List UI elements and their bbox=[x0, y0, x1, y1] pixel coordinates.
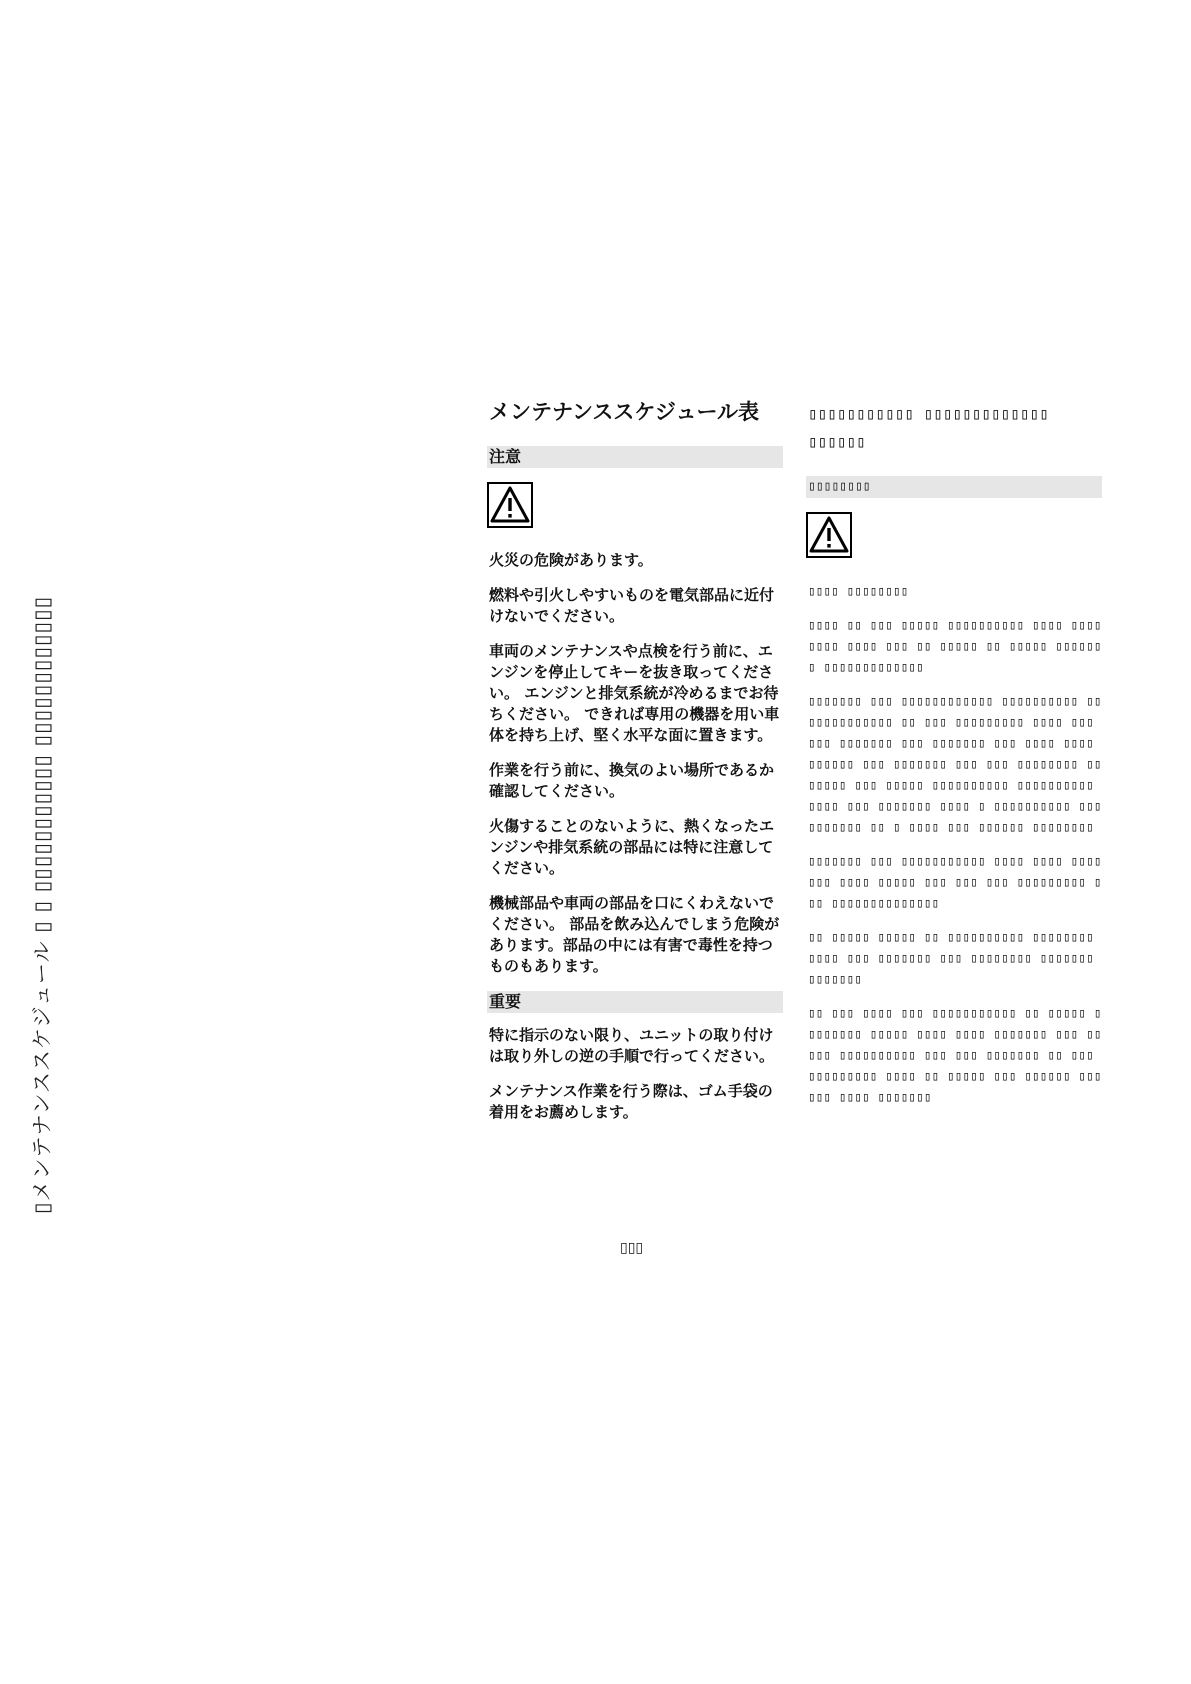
important-paragraph: メンテナンス作業を行う際は、ゴム手袋の着用をお薦めします。 bbox=[489, 1082, 773, 1121]
english-paragraph: ▯▯▯▯ ▯▯▯▯▯▯▯▯ bbox=[808, 583, 909, 598]
caution-paragraph: 火傷することのないように、熱くなったエンジンや排気系統の部品には特に注意してください。 bbox=[489, 817, 775, 877]
page-title: メンテナンススケジュール表 bbox=[489, 400, 760, 424]
english-paragraph: ▯▯▯▯▯▯▯ ▯▯▯ ▯▯▯▯▯▯▯▯▯▯▯ ▯▯▯▯ ▯▯▯▯ ▯▯▯▯ ▯▯▯ ▯▯▯▯ ▯▯▯▯▯ ▯▯▯ ▯▯▯ ▯▯▯ ▯▯▯▯▯▯▯▯▯ ▯▯▯ ▯▯▯▯▯▯▯▯▯▯▯▯▯▯ bbox=[808, 853, 1102, 910]
english-column bbox=[806, 398, 1102, 1120]
page-number: ▯▯▯ bbox=[620, 1240, 644, 1256]
caution-heading: 注意 bbox=[487, 446, 783, 468]
caution-paragraph: 火災の危険があります。 bbox=[489, 551, 653, 569]
english-paragraph: ▯▯▯▯▯▯▯ ▯▯▯ ▯▯▯▯▯▯▯▯▯▯▯▯ ▯▯▯▯▯▯▯▯▯▯ ▯▯ ▯▯▯▯▯▯▯▯▯▯▯ ▯▯ ▯▯▯ ▯▯▯▯▯▯▯▯▯ ▯▯▯▯ ▯▯▯ ▯▯▯ ▯▯▯▯▯▯▯ ▯▯▯ ▯▯▯▯▯▯▯ ▯▯▯ ▯▯▯▯ ▯▯▯▯ ▯▯▯▯▯▯ ▯▯▯ ▯▯▯▯▯▯▯ ▯▯▯ ▯▯▯ ▯▯▯▯▯▯▯▯ ▯▯▯▯▯▯▯ ▯▯▯ ▯▯▯▯▯ ▯▯▯▯▯▯▯▯▯▯ ▯▯▯▯▯▯▯▯▯▯ ▯▯▯▯ ▯▯▯ ▯▯▯▯▯▯▯ ▯▯▯▯ ▯ ▯▯▯▯▯▯▯▯▯▯ ▯▯▯▯▯▯▯▯▯▯ ▯▯ ▯ ▯▯▯▯ ▯▯▯ ▯▯▯▯▯▯ ▯▯▯▯▯▯▯▯ bbox=[808, 693, 1102, 834]
english-paragraph: ▯▯▯▯ ▯▯ ▯▯▯ ▯▯▯▯▯ ▯▯▯▯▯▯▯▯▯▯ ▯▯▯▯ ▯▯▯▯▯▯▯▯ ▯▯▯▯ ▯▯▯ ▯▯ ▯▯▯▯▯ ▯▯ ▯▯▯▯▯ ▯▯▯▯▯▯▯ ▯▯▯▯▯▯▯▯▯▯▯▯▯ bbox=[808, 617, 1102, 674]
caution-paragraph: 機械部品や車両の部品を口にくわえないでください。 部品を飲み込んでしまう危険があります。部品の中には有害で毒性を持つものもあります。 bbox=[489, 894, 780, 975]
vertical-section-header: ▯メンテナンススケジュール ▯ ▯ ▯▯▯▯▯▯▯▯▯▯▯ ▯▯▯▯▯▯▯▯▯▯▯▯ bbox=[30, 595, 54, 1214]
warning-triangle-icon bbox=[806, 512, 852, 558]
english-caution-heading: ▯▯▯▯▯▯▯▯ bbox=[806, 476, 1102, 498]
caution-paragraph: 作業を行う前に、換気のよい場所であるか確認してください。 bbox=[489, 761, 775, 800]
english-paragraph: ▯▯ ▯▯▯▯▯ ▯▯▯▯▯ ▯▯ ▯▯▯▯▯▯▯▯▯▯ ▯▯▯▯▯▯▯▯ ▯▯▯▯ ▯▯▯ ▯▯▯▯▯▯▯ ▯▯▯ ▯▯▯▯▯▯▯▯ ▯▯▯▯▯▯▯ ▯▯▯▯▯▯▯ bbox=[808, 929, 1094, 986]
english-page-title: ▯▯▯▯▯▯▯▯▯▯▯ ▯▯▯▯▯▯▯▯▯▯▯▯▯ ▯▯▯▯▯▯ bbox=[808, 404, 1049, 451]
caution-paragraph: 燃料や引火しやすいものを電気部品に近付けないでください。 bbox=[489, 586, 775, 625]
important-heading: 重要 bbox=[487, 991, 783, 1013]
japanese-column bbox=[487, 398, 783, 1137]
important-paragraph: 特に指示のない限り、ユニットの取り付けは取り外しの逆の手順で行ってください。 bbox=[489, 1026, 775, 1065]
english-paragraph: ▯▯ ▯▯▯ ▯▯▯▯ ▯▯▯ ▯▯▯▯▯▯▯▯▯▯▯ ▯▯ ▯▯▯▯▯ ▯▯▯▯▯▯▯▯ ▯▯▯▯▯ ▯▯▯▯ ▯▯▯▯ ▯▯▯▯▯▯▯ ▯▯▯ ▯▯▯▯▯ ▯▯▯▯▯▯▯▯▯▯ ▯▯▯ ▯▯▯ ▯▯▯▯▯▯▯ ▯▯ ▯▯▯ ▯▯▯▯▯▯▯▯▯ ▯▯▯▯ ▯▯ ▯▯▯▯▯ ▯▯▯ ▯▯▯▯▯▯ ▯▯▯ ▯▯▯ ▯▯▯▯ ▯▯▯▯▯▯▯ bbox=[808, 1005, 1102, 1104]
warning-triangle-icon bbox=[487, 482, 533, 528]
caution-paragraph: 車両のメンテナンスや点検を行う前に、エンジンを停止してキーを抜き取ってください。 エンジンと排気系統が冷めるまでお待ちください。 できれば専用の機器を用い車体を持ち上げ、堅く水平な面に置きます。 bbox=[489, 642, 780, 744]
